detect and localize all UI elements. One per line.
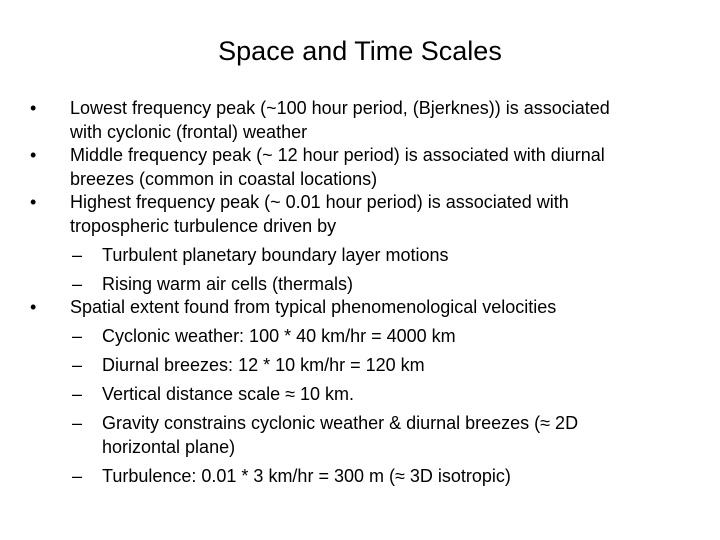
bullet-text-line: Spatial extent found from typical phenomenological velocities [70, 297, 557, 317]
bullet-item [0, 97, 720, 144]
bullet-text-line: breezes (common in coastal locations) [70, 168, 378, 189]
sub-bullet-text: Vertical distance scale ≈ 10 km. [102, 384, 354, 404]
bullet-text-line: Highest frequency peak (~ 0.01 hour period) is associated with [70, 192, 569, 212]
sub-bullet-marker: – [72, 244, 83, 265]
bullet-item [0, 144, 720, 191]
sub-bullet-item [0, 354, 720, 378]
bullet-marker: • [30, 192, 37, 212]
bullet-text-line: Lowest frequency peak (~100 hour period, (Bjerknes)) is associated [70, 98, 610, 118]
sub-bullet-text: Cyclonic weather: 100 * 40 km/hr = 4000 km [102, 326, 456, 346]
sub-bullet-text: Diurnal breezes: 12 * 10 km/hr = 120 km [102, 355, 425, 375]
sub-bullet-marker: – [72, 413, 83, 433]
sub-bullet-marker: – [72, 326, 83, 346]
bullet-marker: • [30, 145, 37, 165]
sub-bullet-item [0, 465, 720, 489]
sub-bullet-text: Rising warm air cells (thermals) [102, 273, 354, 294]
sub-bullet-item [0, 273, 720, 297]
sub-bullet-item [0, 325, 720, 349]
bullet-list [0, 97, 720, 488]
sub-bullet-text: horizontal plane) [102, 436, 236, 457]
bullet-item [0, 191, 720, 238]
slide-title: Space and Time Scales [218, 36, 502, 66]
sub-bullet-marker: – [72, 273, 83, 294]
bullet-marker: • [30, 98, 37, 118]
sub-bullet-item [0, 244, 720, 268]
bullet-marker: • [30, 297, 37, 317]
bullet-text-line: tropospheric turbulence driven by [70, 215, 337, 236]
sub-bullet-marker: – [72, 355, 83, 375]
bullet-text-line: with cyclonic (frontal) weather [70, 121, 308, 142]
sub-bullet-marker: – [72, 465, 83, 486]
sub-bullet-item [0, 383, 720, 407]
sub-bullet-item [0, 412, 720, 459]
bullet-text-line: Middle frequency peak (~ 12 hour period) is associated with diurnal [70, 145, 605, 165]
bullet-item [0, 296, 720, 320]
sub-bullet-text: Turbulent planetary boundary layer motions [102, 244, 449, 265]
sub-bullet-text: Turbulence: 0.01 * 3 km/hr = 300 m (≈ 3D isotropic) [102, 465, 511, 486]
sub-bullet-text: Gravity constrains cyclonic weather & diurnal breezes (≈ 2D [102, 413, 579, 433]
sub-bullet-marker: – [72, 384, 83, 404]
